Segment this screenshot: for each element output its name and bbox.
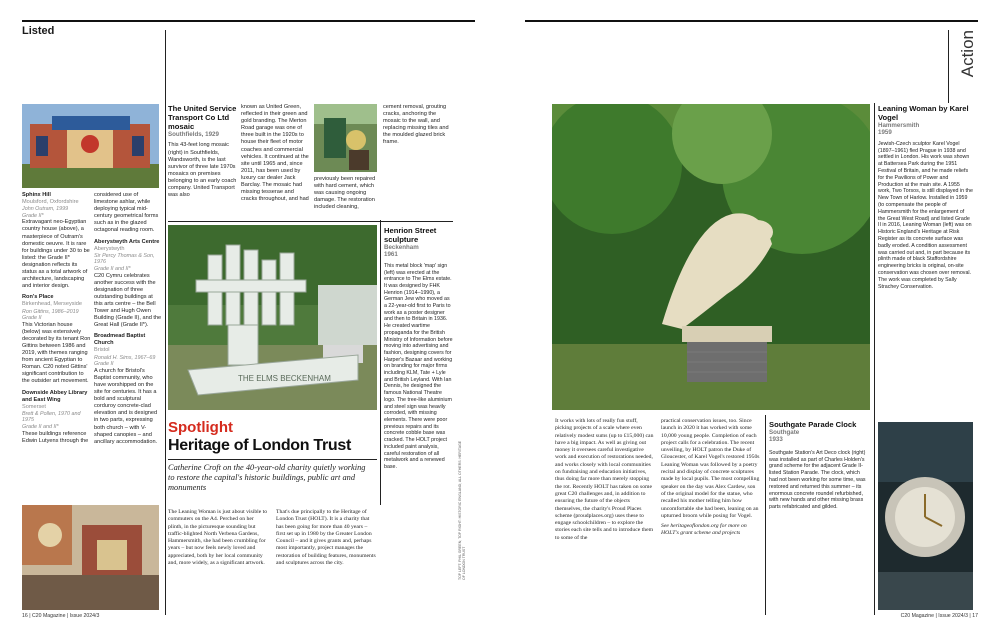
spotlight-link[interactable]: See heritageoflondon.org for more on HOLT's grant scheme and projects <box>661 523 747 537</box>
henrion-year: 1961 <box>384 251 398 259</box>
henrion-text: This metal block 'map' sign (left) was erected at the entrance to The Elms estate. It was designed by FHK Henrion (1914–1990), a German Jew who moved as a 22-year-old first to Paris to work as a poster designer and then to Britain in 1936. He created wartime propaganda for the British Ministry of Information before moving into advertising and fashion, designing covers for Harper's Bazaar and working on branding for major firms including KLM, Tate + Lyle and British Leyland. With Ian Dennis, he designed the famous National Theatre logo. The tree-like aluminium and steel sign was heavily corroded, with missing elements. There were poor previous repairs and its concrete cobble base was cracked. The HOLT project included paint analysis, careful restoration of all metalwork and a renewed base. <box>384 262 453 470</box>
sign-text: THE ELMS BECKENHAM <box>238 374 331 383</box>
spotlight-text: That's due principally to the Heritage of London Trust (HOLT). It is a charity that has been going for more than 40 years – first set up in 1980 by the Greater London Council – and it gives grants and, perhaps most importantly, project manages the restoration of building features, monuments and sculptures across the city. <box>276 509 376 567</box>
henrion-sign-photo <box>168 225 377 410</box>
listed-text: These buildings reference Edwin Lutyens through the <box>22 430 89 444</box>
top-rule-left <box>22 20 475 22</box>
listed-title: Sphinx Hill <box>22 192 51 198</box>
listed-title: Ron's Place <box>22 294 54 301</box>
divider <box>168 459 377 460</box>
leaning-year: 1959 <box>878 129 892 137</box>
listed-grade: Grade II* <box>22 212 44 219</box>
united-text: previously been repaired with hard cement, which was causing ongoing damage. The restoration included cleaning, <box>314 176 376 211</box>
listed-meta: John Outram, 1999 <box>22 206 69 213</box>
listed-text: A church for Bristol's Baptist community, who have worshipped on the site for centuries. It has a bold and sculptural corduroy concrete-clad elevation and is designed in two parts, expressing both church – with V-shaped canopies – and ancillary accommodation. <box>94 367 158 445</box>
southgate-title: Southgate Parade Clock <box>769 420 857 429</box>
listed-grade: Grade II and II* <box>94 265 131 272</box>
action-label: Action <box>958 30 977 78</box>
united-sub: Southfields, 1929 <box>168 131 219 138</box>
divider <box>165 30 166 615</box>
united-title: The United Service Transport Co Ltd mosaic <box>168 104 237 131</box>
divider <box>168 221 453 222</box>
rons-place-photo <box>22 505 159 610</box>
leaning-title: Leaning Woman by Karel Vogel <box>878 104 969 122</box>
leaning-woman-photo <box>552 104 870 410</box>
listed-grade: Grade II <box>22 315 42 322</box>
section-title: Listed <box>22 25 55 37</box>
sphinx-hill-photo <box>22 104 159 188</box>
footer-left: 16 | C20 Magazine | Issue 2024/3 <box>22 613 100 619</box>
leaning-text: Jewish-Czech sculptor Karel Vogel (1897–1961) fled Prague in 1938 and settled in London. His work was shown at Battersea Park during the 1951 Festival of Britain, and he made reliefs for the Pavilions of Power and Production at the main site. A 1955 work, Two Torsos, is still displayed in the New Town of Harlow. Installed in 1959 (to compensate the people of Hammersmith for the enlargement of the Great West Road) and listed Grade II in 2016, Leaning Woman (left) was on Historic England's Heritage at Risk Register as its concrete surface was badly eroded. A condition assessment was carried out and, in part because its plinth made of black Staffordshire engineering bricks is original, on-site conservation was chosen over removal. The work was completed by Sally Strachey Conservation. <box>878 140 973 290</box>
spotlight-kicker: Spotlight <box>168 419 233 436</box>
divider <box>948 30 949 103</box>
united-text: known as United Green, reflected in their green and gold branding. The Merton Road garage was one of three built in the 1920s to house their fleet of motor coaches and commercial vehicles. It continued at the site until 1965 and, since 2011, has been used by luxury car dealer Jack Barclay. The mosaic had missing tesserae and cracks throughout, and had <box>241 104 309 203</box>
listed-meta: Ron Gittins, 1986–2019 <box>22 308 79 315</box>
listed-title: Downside Abbey Library and East Wing <box>22 389 88 403</box>
listed-place: Moulsford, Oxfordshire <box>22 199 79 206</box>
listed-grade: Grade II and II* <box>22 424 59 430</box>
listed-meta: Brett & Pollen, 1970 and 1975 <box>22 410 81 424</box>
southgate-clock-photo <box>878 422 973 610</box>
listed-text: Extravagant neo-Egyptian country house (above), a masterpiece of Outram's domestic oeuvre. It is rare for buildings under 30 to be listed: the Grade II* designation reflects its status as a total artwork of architecture, landscaping and interior design. <box>22 219 90 290</box>
henrion-title: Henrion Street sculpture <box>384 226 437 244</box>
listed-place: Birkenhead, Merseyside <box>22 301 83 308</box>
listed-text: considered use of limestone ashlar, while deploying typical mid-century geometrical forms such as in the glazed octagonal reading room. <box>94 192 159 234</box>
spotlight-text: practical conservation issues, too. Since launch in 2020 it has worked with some 10,000 young people. Completion of each project calls for a celebration. The recent unveiling, by HOLT patron the Duke of Gloucester, of Karel Vogel's restored 1950s Leaning Woman was followed by a poetry recital and display of concrete sculptures made by local pupils. The most compelling speaker on the day was Alex Cardew, son of the original model for the statue, who recalled his mother telling him how uncomfortable she had been, leaning on an upturned broom while posing for Vogel. <box>661 418 760 519</box>
united-text: This 43-feet long mosaic (right) in Southfields, Wandsworth, is the last survivor of three late 1970s mosaics on premises belonging to an early coach company. United Transport was also <box>168 142 237 199</box>
top-rule-right <box>525 20 978 22</box>
spotlight-standfirst: Catherine Croft on the 40-year-old charity quietly working to restore the capital's historic buildings, public art and monuments <box>168 463 366 492</box>
listed-grade: Grade II <box>94 361 114 368</box>
divider <box>874 103 875 615</box>
divider <box>380 220 381 505</box>
spotlight-text: It works with lots of really fun stuff, picking projects of a scale where even relatively modest sums (up to £15,000) can have a big impact. As well as giving out money it oversees careful investigative work and execution of restorations needed, and works closely with local communities on fundraising and education initiatives, thus doing far more than merely stopping the rot. Recently HOLT has taken on some great C20 challenges and, in addition to ensuring the future of the objects themselves, the charity's Proud Places scheme (proudplaces.org) uses these to engage schoolchildren – to explore the stories each site tells and to introduce them to some of the <box>555 418 654 541</box>
southgate-place: Southgate <box>769 429 800 436</box>
united-mosaic-photo <box>314 104 377 172</box>
listed-place: Bristol <box>94 347 110 354</box>
divider <box>765 415 766 615</box>
listed-meta: Sir Percy Thomas & Son, 1976 <box>94 252 155 266</box>
spotlight-text: The Leaning Woman is just about visible to commuters on the A4. Perched on her plinth, in the picturesque sounding but traffic-blighted North Verbena Gardens, Hammersmith, she had been crumbling for years – but now feels newly loved and appreciated, both by her local community and, more widely, as a significant artwork. <box>168 509 268 567</box>
listed-title: Aberystwyth Arts Centre <box>94 238 160 245</box>
listed-place: Aberystwyth <box>94 245 125 252</box>
listed-text: This Victorian house (below) was extensively decorated by its tenant Ron Gittins between 1986 and 2019, with themes ranging from ancient Egyptian to Roman. C20 noted Gittins' significant contribution to the outsider art movement. <box>22 321 91 385</box>
photo-credit: TOP LEFT: PHIL GREEN; TOP RIGHT: HISTORIC ENGLAND; ALL OTHERS: HERITAGE OF LONDON TRUST <box>458 440 466 580</box>
southgate-text: Southgate Station's Art Deco clock (right) was installed as part of Charles Holden's grand scheme for the adjacent Grade II-listed Station Parade. The clock, which had not been working for some time, was restored and returned this summer – its enormous concrete roundel refurbished, with new hands and other missing brass parts refabricated and gilded. <box>769 449 866 511</box>
spotlight-title: Heritage of London Trust <box>168 437 352 454</box>
henrion-place: Beckenham <box>384 244 419 251</box>
southgate-year: 1933 <box>769 436 783 444</box>
listed-text: C20 Cymru celebrates another success with the designation of three outstanding buildings at this arts centre – the Bell Tower and Hugh Owen Building (Grade II), and the Great Hall (Grade II*). <box>94 272 162 329</box>
footer-right: C20 Magazine | Issue 2024/3 | 17 <box>900 613 978 619</box>
leaning-place: Hammersmith <box>878 122 920 129</box>
listed-title: Broadmead Baptist Church <box>94 333 146 347</box>
listed-place: Somerset <box>22 403 46 410</box>
listed-meta: Ronald H. Sims, 1967–69 <box>94 354 156 361</box>
united-text: cement removal, grouting cracks, anchoring the mosaic to the wall, and replacing missing tiles and the moulded glazed brick frame. <box>383 104 449 146</box>
